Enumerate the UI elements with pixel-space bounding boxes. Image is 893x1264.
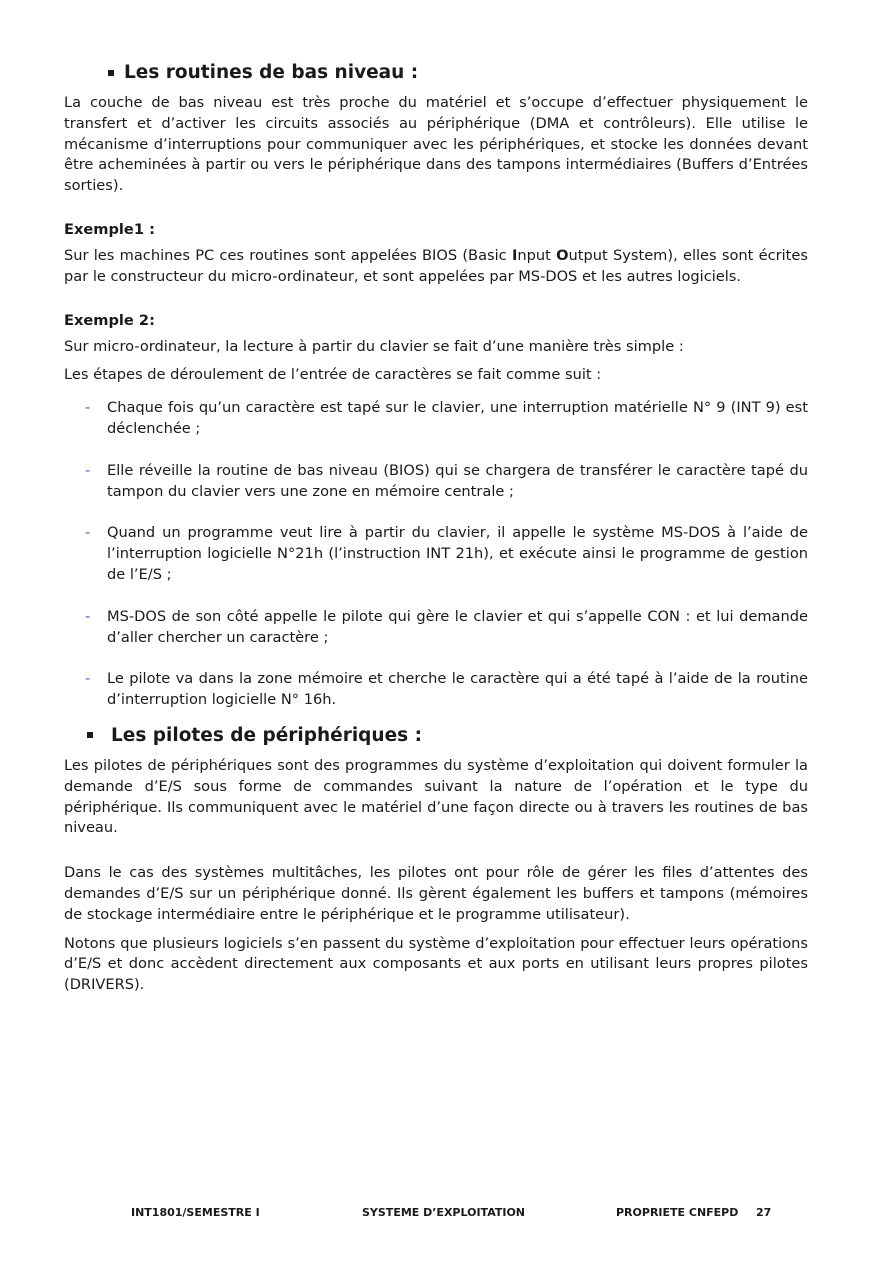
footer-course: INT1801/SEMESTRE I [131, 1206, 260, 1219]
dash-marker: - [85, 399, 91, 417]
section-heading-device-drivers [64, 725, 808, 746]
drivers-paragraph-1: Les pilotes de périphériques sont des programmes du système d’exploitation qui doivent formuler la demande d’E/S sous forme de commandes suivant la nature de l’opération et le type du périphérique. Ils communiquent avec le matériel d’une façon directe ou à travers les routines de bas niveau. [64, 756, 808, 837]
footer-owner: PROPRIETE CNFEPD [616, 1206, 739, 1219]
section-heading-low-level-routines [64, 62, 808, 83]
heading-text: Les pilotes de périphériques : [111, 724, 422, 746]
list-item-text: Quand un programme veut lire à partir du clavier, il appelle le système MS-DOS à l’aide de l’interruption logicielle N°21h (l’instruction INT 21h), et exécute ainsi le programme de gestion de l’E/S ; [107, 524, 808, 583]
example1-paragraph [64, 246, 808, 288]
footer-subject: SYSTEME D’EXPLOITATION [362, 1206, 526, 1219]
list-item-text: Le pilote va dans la zone mémoire et cherche le caractère qui a été tapé à l’aide de la routine d’interruption logicielle N° 16h. [107, 670, 808, 709]
document-page [64, 62, 808, 996]
dash-marker: - [85, 524, 91, 542]
list-item [64, 669, 808, 711]
square-bullet-icon [108, 70, 114, 76]
list-item-text: MS-DOS de son côté appelle le pilote qui gère le clavier et qui s’appelle CON : et lui demande d’aller chercher un caractère ; [107, 607, 808, 646]
example1-text: nput [517, 246, 557, 264]
list-item-text: Chaque fois qu’un caractère est tapé sur le clavier, une interruption matérielle N° 9 (INT 9) est déclenchée ; [107, 399, 808, 437]
heading-text: Les routines de bas niveau : [124, 62, 419, 83]
list-item [64, 461, 808, 503]
example1-text: Sur les machines PC ces routines sont appelées BIOS (Basic [64, 246, 512, 264]
list-item-text: Elle réveille la routine de bas niveau (BIOS) qui se chargera de transférer le caractère tapé du tampon du clavier vers une zone en mémoire centrale ; [107, 461, 808, 500]
dash-marker: - [85, 461, 91, 479]
example2-title: Exemple 2: [64, 311, 155, 329]
drivers-paragraph-3: Notons que plusieurs logiciels s’en passent du système d’exploitation pour effectuer leurs opérations d’E/S et donc accèdent directement aux composants et aux ports en utilisant leurs propres pilotes (DRIVERS). [64, 934, 808, 994]
example1-bold-o: O [556, 246, 569, 264]
dash-marker: - [85, 670, 91, 688]
list-item [64, 523, 808, 585]
dash-marker: - [85, 607, 91, 625]
example1-title: Exemple1 : [64, 220, 155, 238]
example1-bold-i: I [511, 246, 518, 264]
keyboard-steps-list [64, 398, 808, 711]
low-level-paragraph: La couche de bas niveau est très proche du matériel et s’occupe d’effectuer physiquement le transfert et d’activer les circuits associés au périphérique (DMA et contrôleurs). Elle utilise le mécanisme d’interruptions pour communiquer avec les périphériques, et stocke les données devant être acheminées à partir ou vers le périphérique dans des tampons intermédiaires (Buffers d’Entrées sorties). [64, 94, 808, 195]
list-item [64, 398, 808, 440]
example1-text: utput System), elles sont écrites par le constructeur du micro-ordinateur, et sont appelées par MS-DOS et les autres logiciels. [64, 246, 808, 285]
page-number: 27 [756, 1206, 772, 1219]
example2-line2: Les étapes de déroulement de l’entrée de caractères se fait comme suit : [64, 366, 602, 384]
list-item [64, 607, 808, 649]
drivers-paragraph-2: Dans le cas des systèmes multitâches, les pilotes ont pour rôle de gérer les files d’attentes des demandes d’E/S sur un périphérique donné. Ils gèrent également les buffers et tampons (mémoires de stockage intermédiaire entre le périphérique et le programme utilisateur). [64, 864, 808, 923]
square-bullet-icon [87, 732, 93, 738]
example2-line1: Sur micro-ordinateur, la lecture à partir du clavier se fait d’une manière très simple : [64, 337, 684, 355]
